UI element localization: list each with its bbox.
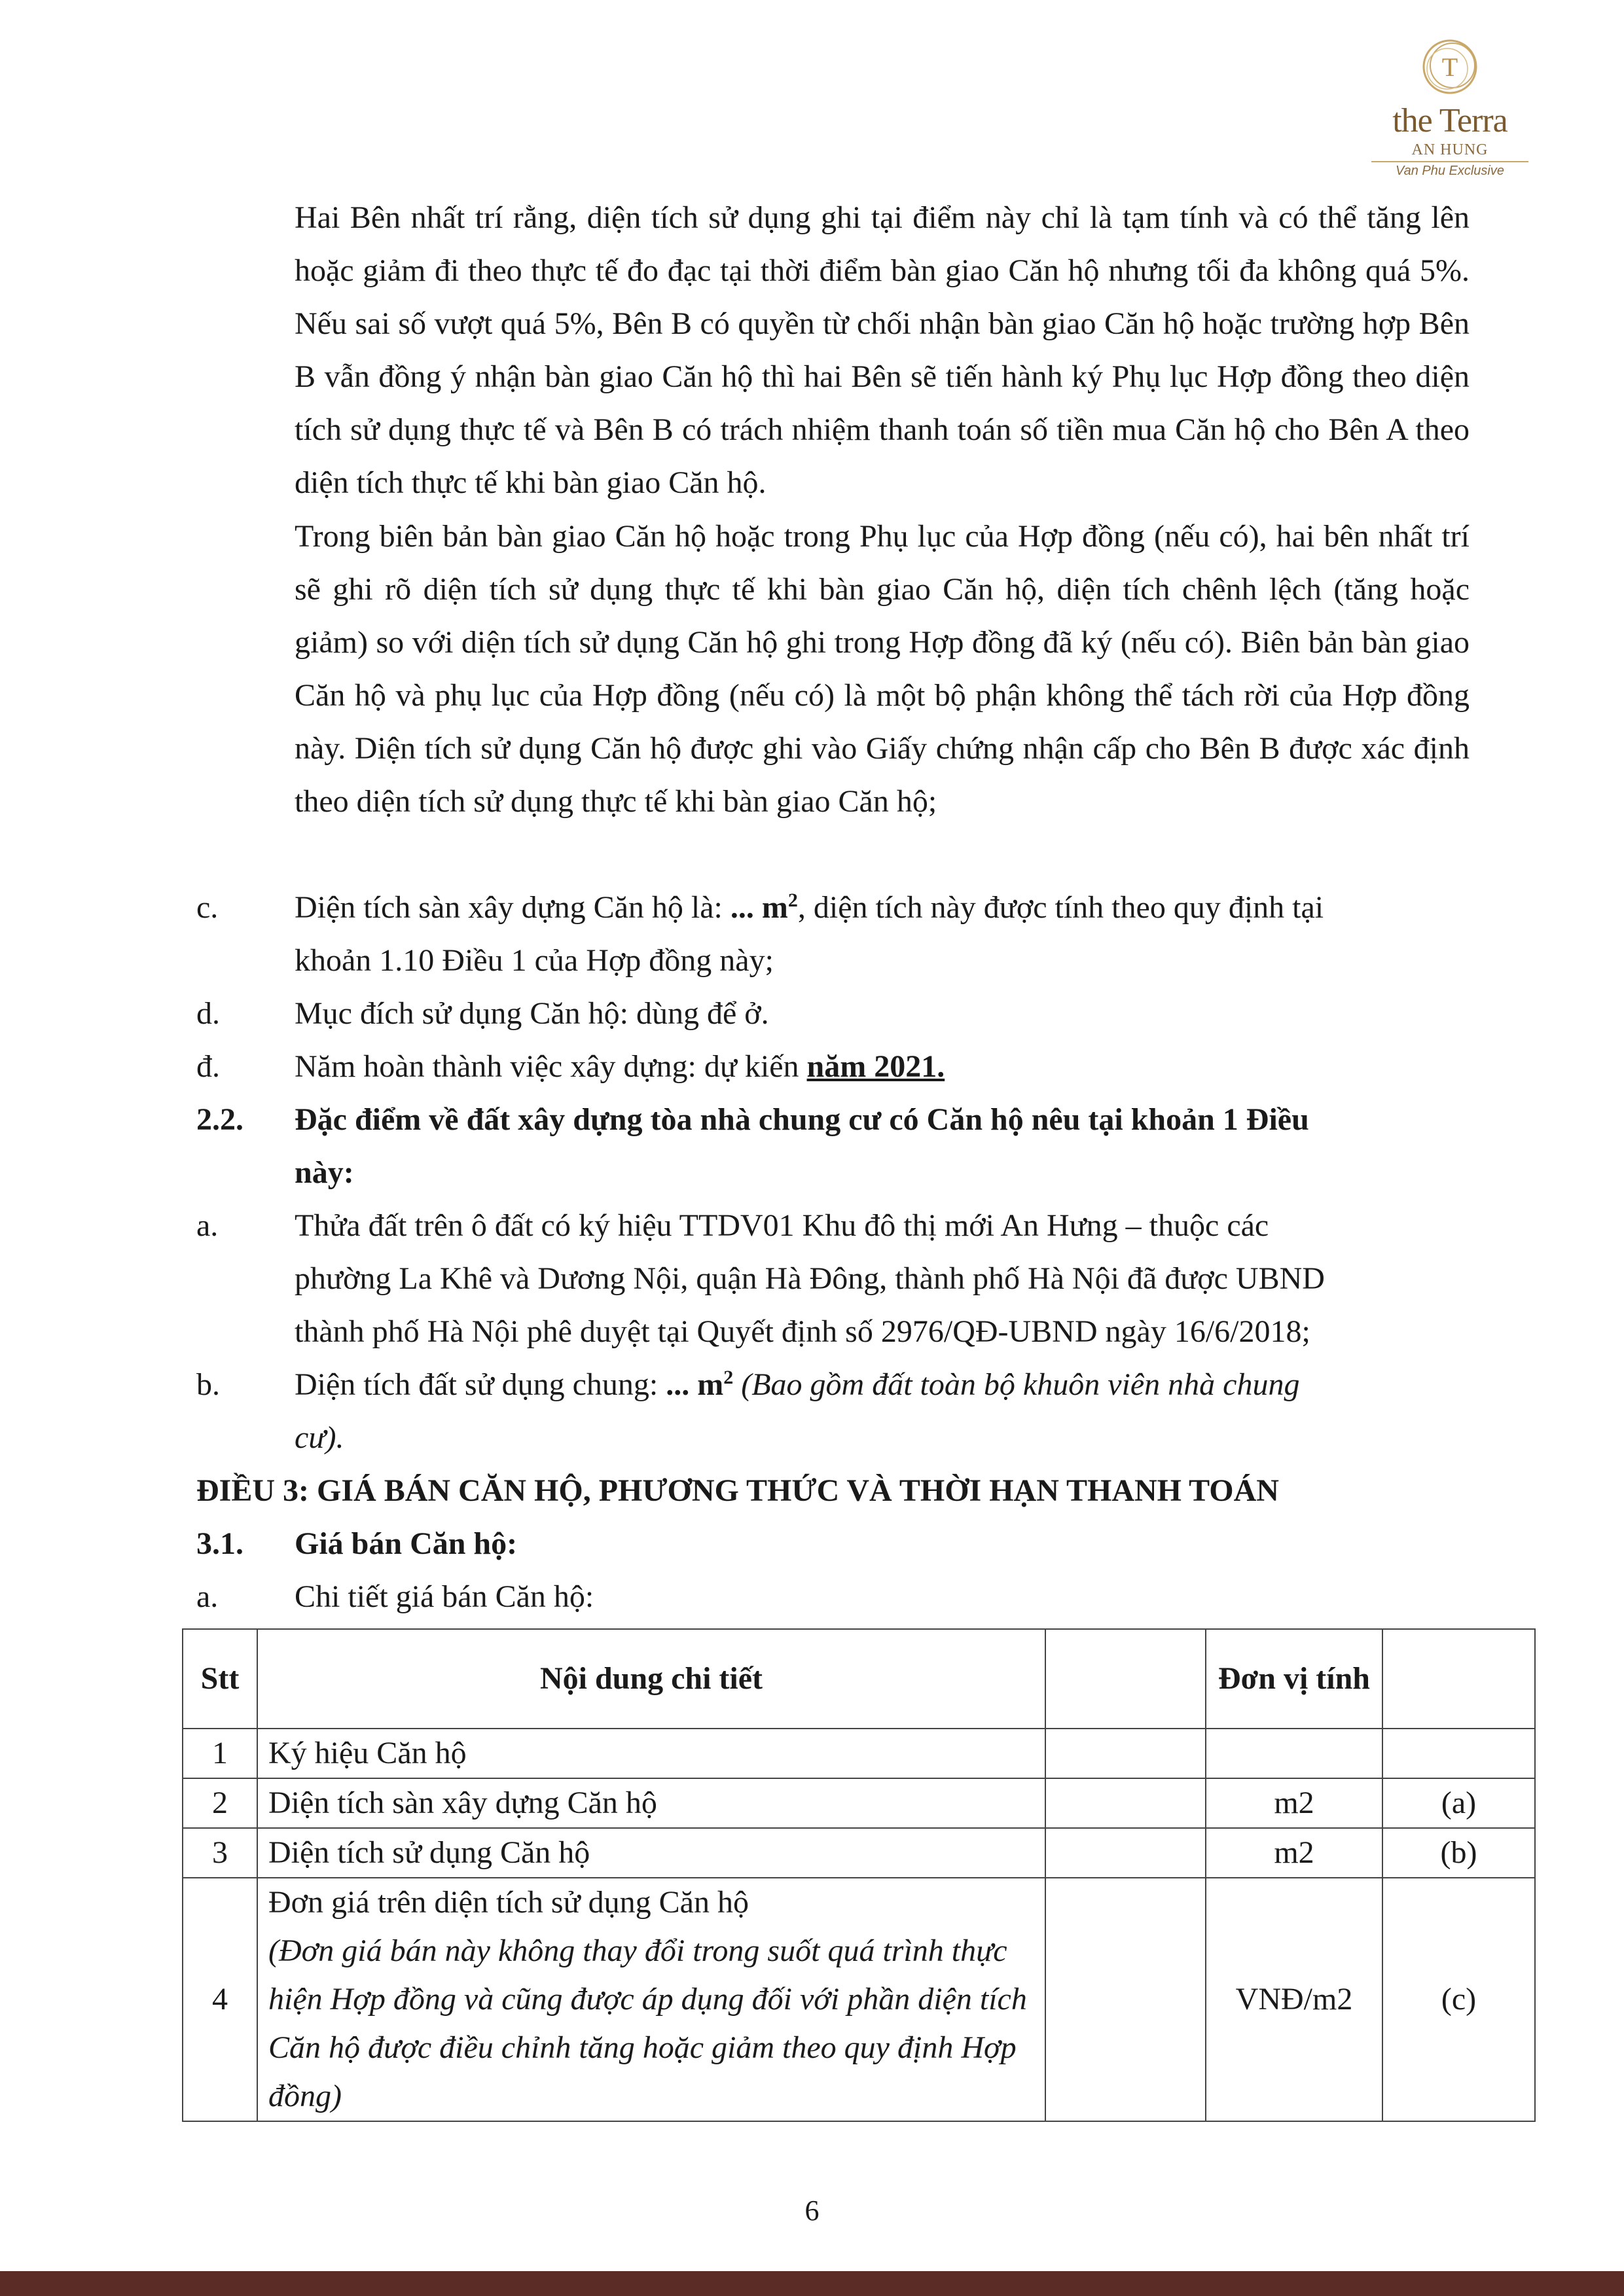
table-header-row xyxy=(183,1629,1535,1729)
list-item-a: a. Thửa đất trên ô đất có ký hiệu TTDV01 Khu đô thị mới An Hưng – thuộc các xyxy=(196,1199,1470,1252)
list-item-a-cont: phường La Khê và Dương Nội, quận Hà Đông, thành phố Hà Nội đã được UBND xyxy=(295,1261,1325,1296)
row-note: (Đơn giá bán này không thay đổi trong suốt quá trình thực hiện Hợp đồng và cũng được áp dụng đối với phần diện tích Căn hộ được điều chỉnh tăng hoặc giảm theo quy định Hợp đồng) xyxy=(268,1933,1027,2113)
list-item-c-cont: khoản 1.10 Điều 1 của Hợp đồng này; xyxy=(295,943,774,978)
article-3-title: ĐIỀU 3: GIÁ BÁN CĂN HỘ, PHƯƠNG THỨC VÀ THỜI HẠN THANH TOÁN xyxy=(196,1473,1279,1508)
logo-brand: the Terra xyxy=(1392,102,1507,139)
header-blank xyxy=(1045,1629,1206,1729)
table-row: 1 Ký hiệu Căn hộ xyxy=(183,1729,1535,1778)
page-number: 6 xyxy=(804,2195,820,2227)
list-label: a. xyxy=(196,1579,219,1614)
footer-bar xyxy=(0,2271,1624,2296)
table-row: 3 Diện tích sử dụng Căn hộ m2 (b) xyxy=(183,1828,1535,1878)
monogram-letter: T xyxy=(1441,52,1458,82)
paragraph-area-tolerance: Hai Bên nhất trí rằng, diện tích sử dụng ghi tại điểm này chỉ là tạm tính và có thể tăng lên hoặc giảm đi theo thực tế đo đạc tại thời điểm bàn giao Căn hộ nhưng tối đa không quá 5%. Nếu sai số vượt quá 5%, Bên B có quyền từ chối nhận bàn giao Căn hộ hoặc trường hợp Bên B vẫn đồng ý nhận bàn giao Căn hộ thì hai Bên sẽ tiến hành ký Phụ lục Hợp đồng theo diện tích sử dụng thực tế và Bên B có trách nhiệm thanh toán số tiền mua Căn hộ cho Bên A theo diện tích thực tế khi bàn giao Căn hộ. xyxy=(295,200,1470,500)
header-unit: Đơn vị tính xyxy=(1206,1629,1382,1729)
list-label: d. xyxy=(196,996,220,1031)
section-2-2: 2.2. Đặc điểm về đất xây dựng tòa nhà chung cư có Căn hộ nêu tại khoản 1 Điều xyxy=(196,1093,1470,1146)
list-label: a. xyxy=(196,1208,219,1243)
header-stt: Stt xyxy=(183,1629,257,1729)
monogram-icon xyxy=(1403,33,1497,101)
list-item-a-price: a. Chi tiết giá bán Căn hộ: xyxy=(196,1570,1470,1623)
list-item-b: b. Diện tích đất sử dụng chung: ... $m^2$ (Bao gồm đất toàn bộ khuôn viên nhà chung xyxy=(196,1358,1470,1411)
list-item-a-cont: thành phố Hà Nội phê duyệt tại Quyết định số 2976/QĐ-UBND ngày 16/6/2018; xyxy=(295,1314,1310,1349)
list-item-b-cont: cư). xyxy=(295,1420,344,1455)
logo-tagline: Van Phu Exclusive xyxy=(1395,164,1504,178)
header-symbol xyxy=(1382,1629,1535,1729)
table-row: 4 Đơn giá trên diện tích sử dụng Căn hộ (Đơn giá bán này không thay đổi trong suốt quá trình thực hiện Hợp đồng và cũng được áp dụng đối với phần diện tích Căn hộ được điều chỉnh tăng hoặc giảm theo quy định Hợp đồng) VNĐ/m2 (c) xyxy=(183,1878,1535,2121)
section-number: 2.2. xyxy=(196,1102,244,1137)
paragraph-handover-minutes: Trong biên bản bàn giao Căn hộ hoặc trong Phụ lục của Hợp đồng (nếu có), hai bên nhất trí sẽ ghi rõ diện tích sử dụng thực tế khi bàn giao Căn hộ, diện tích chênh lệch (tăng hoặc giảm) so với diện tích sử dụng Căn hộ ghi trong Hợp đồng đã ký (nếu có). Biên bản bàn giao Căn hộ và phụ lục của Hợp đồng (nếu có) là một bộ phận không thể tách rời của Hợp đồng này. Diện tích sử dụng Căn hộ được ghi vào Giấy chứng nhận cấp cho Bên B được xác định theo diện tích sử dụng thực tế khi bàn giao Căn hộ; xyxy=(295,519,1470,819)
table-row: 2 Diện tích sàn xây dựng Căn hộ m2 (a) xyxy=(183,1778,1535,1828)
logo-rule xyxy=(1371,161,1528,162)
list-item-c: c. Diện tích sàn xây dựng Căn hộ là: ... $m^2$, diện tích này được tính theo quy định tại xyxy=(196,881,1470,934)
brand-logo xyxy=(1365,33,1535,190)
list-item-dd: đ. Năm hoàn thành việc xây dựng: dự kiến năm 2021. xyxy=(196,1040,1470,1093)
header-content: Nội dung chi tiết xyxy=(257,1629,1045,1729)
list-item-d: d. Mục đích sử dụng Căn hộ: dùng để ở. xyxy=(196,987,1470,1040)
section-2-2-cont: này: xyxy=(295,1155,354,1190)
row-description: Đơn giá trên diện tích sử dụng Căn hộ xyxy=(268,1885,749,1920)
list-label: b. xyxy=(196,1367,220,1402)
price-detail-table xyxy=(182,1628,1536,2122)
list-label: đ. xyxy=(196,1049,220,1084)
section-3-1: 3.1. Giá bán Căn hộ: xyxy=(196,1517,1470,1570)
section-number: 3.1. xyxy=(196,1526,244,1561)
logo-sub: AN HUNG xyxy=(1411,141,1489,158)
completion-year: năm 2021. xyxy=(806,1049,945,1084)
list-label: c. xyxy=(196,890,219,925)
